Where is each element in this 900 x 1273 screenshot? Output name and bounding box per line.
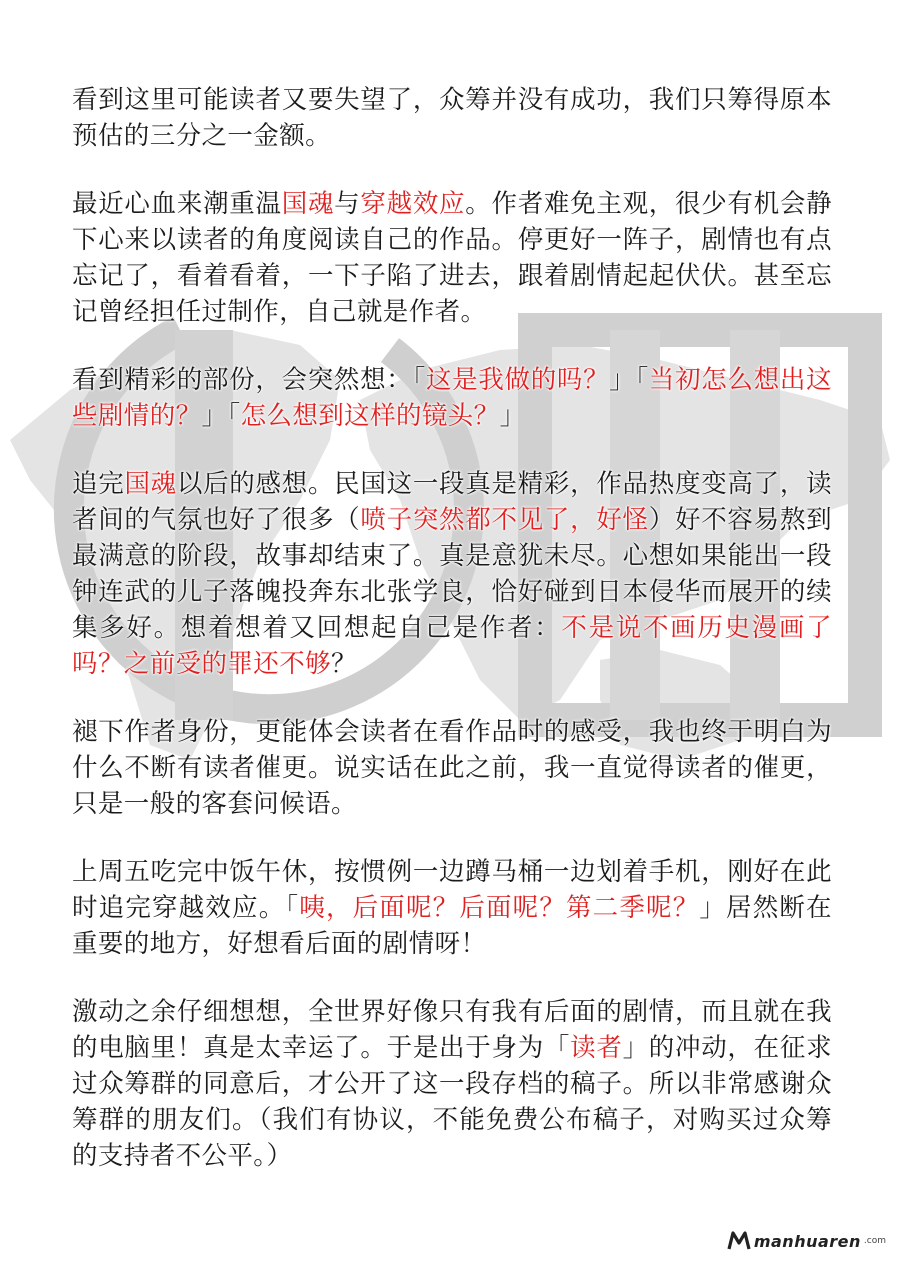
paragraph bbox=[72, 994, 832, 1174]
highlighted-text: 国魂 bbox=[281, 189, 335, 219]
logo-domain: .com bbox=[863, 1236, 886, 1246]
highlighted-text: 喷子突然都不见了，好怪 bbox=[360, 505, 649, 535]
paragraph bbox=[72, 714, 832, 822]
paragraph-text: 以后的感想。民国这一段真是精彩，作品热度变高了，读者间的气氛也好了很多（ bbox=[72, 469, 832, 535]
paragraph-text: 追完 bbox=[72, 469, 125, 499]
paragraph-text: 」「 bbox=[609, 365, 649, 395]
paragraph-text: 褪下作者身份，更能体会读者在看作品时的感受，我也终于明白为什么不断有读者催更。说实话在此之前，我一直觉得读者的催更，只是一般的客套问候语。 bbox=[72, 717, 832, 819]
paragraph-text: 看到精彩的部份，会突然想：「 bbox=[72, 365, 426, 395]
paragraph-text: 」 bbox=[499, 401, 526, 431]
highlighted-text: 这是我做的吗？ bbox=[425, 365, 610, 395]
paragraph-text: ？ bbox=[331, 649, 357, 679]
paragraph-text: 」的冲动，在征求过众筹群的同意后，才公开了这一段存档的稿子。所以非常感谢众筹群的朋友们。（我们有协议，不能免费公布稿子，对购买过众筹的支持者不公平。） bbox=[72, 1033, 832, 1171]
paragraph-text: 上周五吃完中饭午休，按惯例一边蹲马桶一边划着手机，刚好在此时追完穿越效应。「 bbox=[72, 857, 832, 923]
highlighted-text: 当初怎么想出这些剧情的？ bbox=[72, 365, 832, 431]
logo-mark-icon bbox=[727, 1231, 751, 1251]
highlighted-text: 穿越效应 bbox=[360, 189, 466, 219]
paragraph-text: 」「 bbox=[201, 401, 241, 431]
paragraph-text: 看到这里可能读者又要失望了，众筹并没有成功，我们只筹得原本预估的三分之一金额。 bbox=[72, 85, 832, 151]
highlighted-text: 怎么想到这样的镜头？ bbox=[240, 401, 500, 431]
paragraph-text: ）好不容易熬到最满意的阶段，故事却结束了。真是意犹未尽。心想如果能出一段钟连武的儿子落魄投奔东北张学良，恰好碰到日本侵华而展开的续集多好。想着想着又回想起自己是作者： bbox=[72, 505, 832, 643]
paragraph-text: 」居然断在重要的地方，好想看后面的剧情呀！ bbox=[72, 893, 832, 959]
highlighted-text: 不是说不画历史漫画了吗？之前受的罪还不够 bbox=[72, 613, 832, 679]
page-body bbox=[72, 82, 832, 1206]
highlighted-text: 读者 bbox=[570, 1033, 623, 1063]
logo-name: manhuaren bbox=[753, 1231, 861, 1251]
highlighted-text: 国魂 bbox=[124, 469, 177, 499]
paragraph bbox=[72, 466, 832, 682]
paragraph bbox=[72, 854, 832, 962]
paragraph bbox=[72, 186, 832, 330]
paragraph-text: 激动之余仔细想想，全世界好像只有我有后面的剧情，而且就在我的电脑里！真是太幸运了。于是出于身为「 bbox=[72, 997, 832, 1063]
paragraph bbox=[72, 362, 832, 434]
paragraph-text: 与 bbox=[334, 189, 361, 219]
site-logo bbox=[727, 1231, 886, 1251]
paragraph-text: 最近心血来潮重温 bbox=[72, 189, 282, 219]
paragraph-text: 。作者难免主观，很少有机会静下心来以读者的角度阅读自己的作品。停更好一阵子，剧情也有点忘记了，看着看着，一下子陷了进去，跟着剧情起起伏伏。甚至忘记曾经担任过制作，自己就是作者。 bbox=[72, 189, 832, 327]
paragraph bbox=[72, 82, 832, 154]
highlighted-text: 咦，后面呢？后面呢？第二季呢？ bbox=[299, 893, 700, 923]
